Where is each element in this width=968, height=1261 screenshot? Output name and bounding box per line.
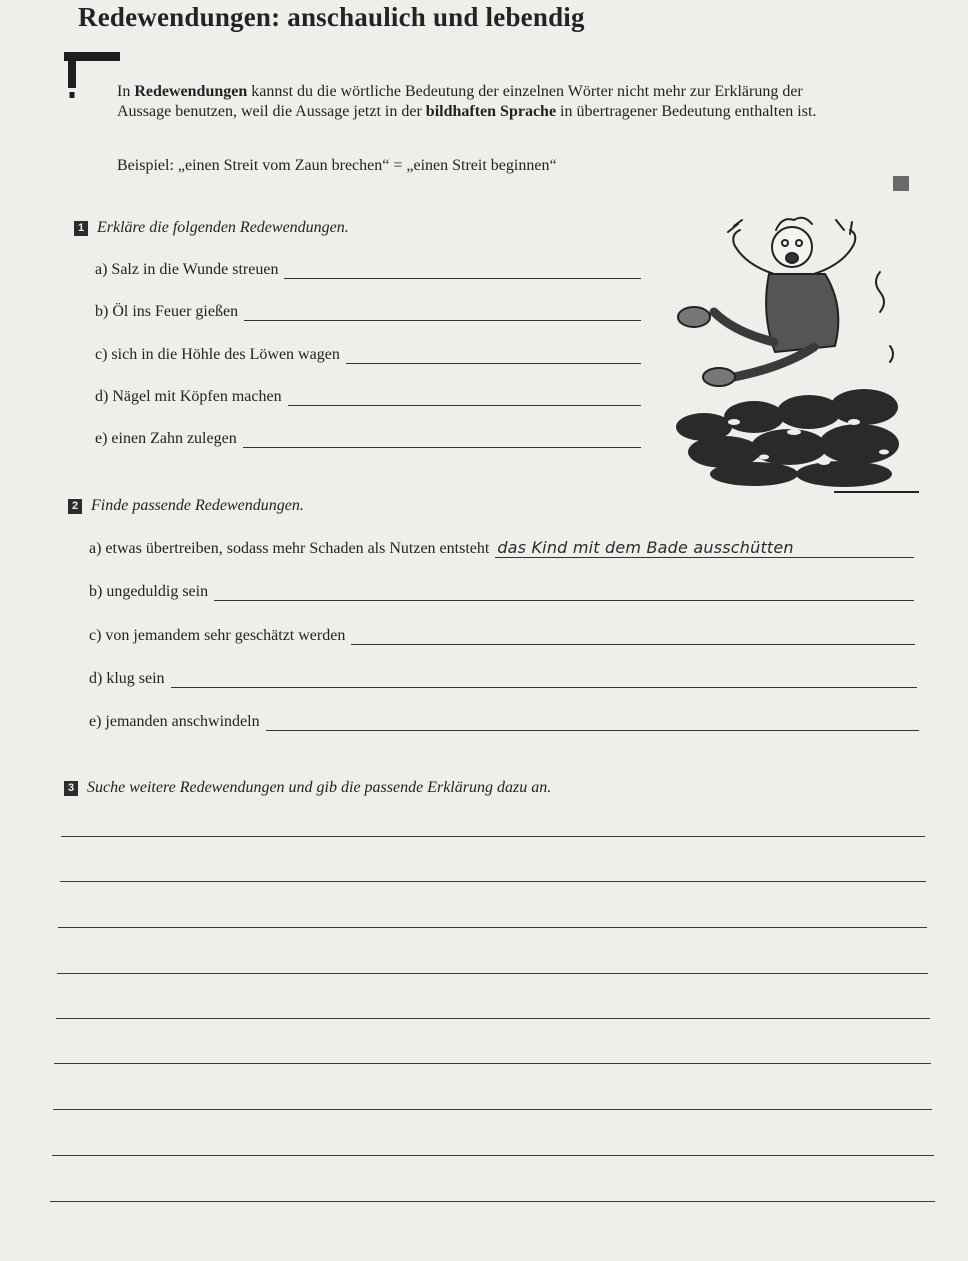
bold-term: bildhaften Sprache	[425, 103, 557, 120]
answer-line[interactable]	[351, 630, 915, 645]
page-title: Redewendungen: anschaulich und lebendig	[78, 2, 585, 32]
task1-item-a: a) Salz in die Wunde streuen	[95, 261, 641, 279]
writing-line[interactable]	[58, 927, 927, 928]
writing-line[interactable]	[53, 1109, 932, 1110]
writing-line[interactable]	[60, 881, 926, 882]
task2-heading-text: Finde passende Redewendungen.	[91, 497, 304, 514]
writing-line[interactable]	[56, 1018, 930, 1019]
answer-line[interactable]	[346, 349, 641, 364]
answer-line[interactable]	[243, 433, 641, 448]
writing-line[interactable]	[52, 1155, 934, 1156]
task2-item-c: c) von jemandem sehr geschätzt werden	[89, 627, 915, 645]
info-text-run: in übertragener Bedeutung enthalten ist.	[556, 103, 817, 120]
task1-item-d: d) Nägel mit Köpfen machen	[95, 388, 641, 406]
task2-item-b: b) ungeduldig sein	[89, 583, 914, 601]
task3-number: 3	[64, 781, 78, 796]
answer-line[interactable]	[284, 264, 641, 279]
writing-line[interactable]	[61, 836, 925, 837]
gray-marker	[893, 176, 909, 191]
answer-line[interactable]	[266, 716, 919, 731]
task2-item-a: a) etwas übertreiben, sodass mehr Schaden als Nutzen entsteht das Kind mit dem Bade ausschütten	[89, 540, 914, 558]
answer-line[interactable]	[244, 306, 641, 321]
writing-line[interactable]	[50, 1201, 935, 1202]
writing-line[interactable]	[57, 973, 928, 974]
bold-term: Redewendungen	[134, 83, 248, 100]
info-box-text	[117, 82, 817, 122]
task2-heading	[68, 497, 304, 515]
task1-number: 1	[74, 221, 88, 236]
task1-heading-text: Erkläre die folgenden Redewendungen.	[97, 219, 349, 236]
cartoon-man-on-coals-illustration	[664, 212, 924, 497]
task1-heading	[74, 219, 349, 237]
exclamation-info-icon	[64, 52, 120, 110]
answer-line[interactable]	[495, 538, 914, 558]
info-text-run: kannst du die wörtliche Bedeutung der einzelnen Wörter nicht mehr zur Erklärung der Aussage benutzen, weil die Aussage jetzt in der	[117, 83, 803, 120]
task3-heading-text: Suche weitere Redewendungen und gib die passende Erklärung dazu an.	[87, 779, 552, 796]
task2-item-d: d) klug sein	[89, 670, 917, 688]
writing-line[interactable]	[54, 1063, 931, 1064]
answer-line[interactable]	[171, 673, 917, 688]
task1-item-c: c) sich in die Höhle des Löwen wagen	[95, 346, 641, 364]
handwritten-answer: das Kind mit dem Bade ausschütten	[497, 538, 794, 557]
info-text-run: In	[117, 83, 135, 100]
answer-line[interactable]	[288, 391, 641, 406]
task2-number: 2	[68, 499, 82, 514]
task3-heading	[64, 779, 551, 797]
task2-item-e: e) jemanden anschwindeln	[89, 713, 919, 731]
task1-item-e: e) einen Zahn zulegen	[95, 430, 641, 448]
example-text: Beispiel: „einen Streit vom Zaun brechen“ = „einen Streit beginnen“	[117, 157, 557, 174]
answer-line[interactable]	[214, 586, 914, 601]
task1-item-b: b) Öl ins Feuer gießen	[95, 303, 641, 321]
